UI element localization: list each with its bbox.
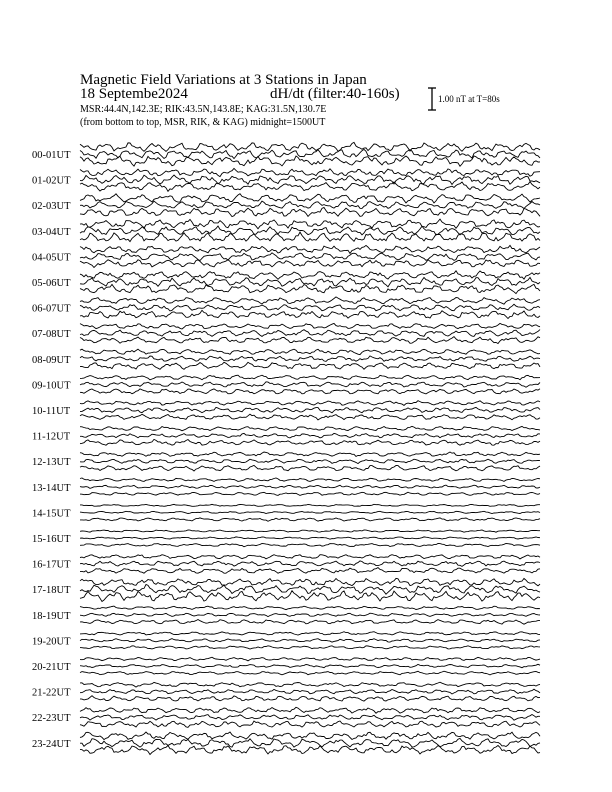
- trace-msr-06-07UT: [80, 310, 540, 318]
- hour-label: 11-12UT: [32, 431, 71, 443]
- hour-label: 09-10UT: [32, 380, 71, 392]
- trace-kag-06-07UT: [80, 297, 540, 304]
- hour-label: 06-07UT: [32, 303, 71, 315]
- trace-msr-15-16UT: [80, 544, 540, 547]
- trace-kag-12-13UT: [80, 452, 540, 456]
- trace-msr-22-23UT: [80, 721, 540, 727]
- hour-label: 16-17UT: [32, 559, 71, 571]
- trace-rik-03-04UT: [80, 226, 540, 235]
- trace-rik-02-03UT: [80, 201, 540, 208]
- trace-rik-17-18UT: [80, 585, 540, 595]
- trace-msr-21-22UT: [80, 696, 540, 701]
- trace-rik-23-24UT: [80, 738, 540, 747]
- trace-kag-05-06UT: [80, 271, 540, 280]
- trace-kag-23-24UT: [80, 732, 540, 740]
- trace-kag-02-03UT: [80, 194, 540, 203]
- trace-rik-13-14UT: [80, 485, 540, 488]
- trace-msr-16-17UT: [80, 568, 540, 574]
- trace-kag-19-20UT: [80, 632, 540, 635]
- trace-kag-20-21UT: [80, 657, 540, 661]
- trace-kag-21-22UT: [80, 682, 540, 687]
- trace-rik-12-13UT: [80, 459, 540, 463]
- trace-kag-04-05UT: [80, 245, 540, 253]
- trace-msr-13-14UT: [80, 492, 540, 495]
- trace-msr-20-21UT: [80, 671, 540, 675]
- trace-rik-14-15UT: [80, 511, 540, 513]
- trace-msr-07-08UT: [80, 337, 540, 344]
- trace-rik-11-12UT: [80, 433, 540, 438]
- trace-kag-16-17UT: [80, 555, 540, 559]
- trace-rik-10-11UT: [80, 407, 540, 412]
- hour-label-group: [32, 150, 71, 750]
- trace-rik-21-22UT: [80, 689, 540, 694]
- trace-rik-07-08UT: [80, 330, 540, 337]
- trace-msr-10-11UT: [80, 414, 540, 420]
- hour-label: 22-23UT: [32, 713, 71, 725]
- trace-msr-23-24UT: [80, 746, 540, 755]
- trace-msr-02-03UT: [80, 208, 540, 217]
- trace-msr-11-12UT: [80, 439, 540, 445]
- trace-rik-09-10UT: [80, 382, 540, 387]
- trace-kag-11-12UT: [80, 426, 540, 430]
- trace-kag-15-16UT: [80, 530, 540, 532]
- trace-kag-01-02UT: [80, 168, 540, 176]
- hour-label: 12-13UT: [32, 457, 71, 469]
- scale-bar-label: 1.00 nT at T=80s: [438, 94, 500, 104]
- chart-title: Magnetic Field Variations at 3 Stations in Japan: [80, 72, 367, 88]
- trace-msr-04-05UT: [80, 260, 540, 268]
- trace-rik-22-23UT: [80, 715, 540, 721]
- trace-rik-08-09UT: [80, 356, 540, 362]
- trace-kag-22-23UT: [80, 707, 540, 713]
- hour-label: 13-14UT: [32, 482, 71, 494]
- trace-kag-14-15UT: [80, 504, 540, 506]
- hour-label: 07-08UT: [32, 329, 71, 341]
- trace-msr-18-19UT: [80, 620, 540, 625]
- trace-rik-19-20UT: [80, 639, 540, 643]
- trace-msr-19-20UT: [80, 646, 540, 649]
- trace-rik-04-05UT: [80, 253, 540, 261]
- trace-rik-15-16UT: [80, 537, 540, 539]
- trace-kag-17-18UT: [80, 578, 540, 585]
- hour-label: 20-21UT: [32, 662, 71, 673]
- trace-msr-14-15UT: [80, 518, 540, 521]
- hour-label: 15-16UT: [32, 534, 71, 545]
- trace-msr-12-13UT: [80, 465, 540, 471]
- hour-label: 01-02UT: [32, 175, 71, 187]
- trace-kag-07-08UT: [80, 323, 540, 329]
- trace-rik-20-21UT: [80, 664, 540, 667]
- hour-label: 17-18UT: [32, 585, 71, 597]
- hour-label: 02-03UT: [32, 201, 71, 213]
- station-order-note: (from bottom to top, MSR, RIK, & KAG) midnight=1500UT: [80, 117, 326, 128]
- trace-rik-18-19UT: [80, 613, 540, 616]
- trace-kag-13-14UT: [80, 478, 540, 481]
- trace-kag-00-01UT: [80, 142, 540, 151]
- hour-label: 00-01UT: [32, 150, 71, 161]
- trace-msr-09-10UT: [80, 389, 540, 394]
- chart-quantity: dH/dt (filter:40-160s): [270, 86, 400, 102]
- hour-label: 10-11UT: [32, 406, 71, 417]
- trace-kag-09-10UT: [80, 375, 540, 380]
- hour-label: 14-15UT: [32, 508, 71, 520]
- trace-rik-16-17UT: [80, 561, 540, 567]
- hour-label: 19-20UT: [32, 636, 71, 648]
- trace-group: [80, 142, 540, 754]
- trace-msr-01-02UT: [80, 182, 540, 192]
- trace-rik-05-06UT: [80, 277, 540, 286]
- station-coordinates: MSR:44.4N,142.3E; RIK:43.5N,143.8E; KAG:31.5N,130.7E: [80, 104, 327, 115]
- trace-rik-06-07UT: [80, 304, 540, 311]
- hour-label: 04-05UT: [32, 252, 71, 264]
- trace-kag-18-19UT: [80, 606, 540, 610]
- trace-msr-05-06UT: [80, 284, 540, 293]
- hour-label: 18-19UT: [32, 610, 71, 622]
- trace-kag-10-11UT: [80, 401, 540, 406]
- trace-kag-08-09UT: [80, 349, 540, 354]
- hour-label: 23-24UT: [32, 738, 71, 750]
- hour-label: 03-04UT: [32, 226, 71, 238]
- trace-kag-03-04UT: [80, 219, 540, 229]
- hour-label: 05-06UT: [32, 278, 71, 289]
- hour-label: 21-22UT: [32, 687, 71, 699]
- trace-msr-08-09UT: [80, 362, 540, 369]
- chart-date: 18 Septembe2024: [80, 86, 188, 102]
- hour-label: 08-09UT: [32, 354, 71, 366]
